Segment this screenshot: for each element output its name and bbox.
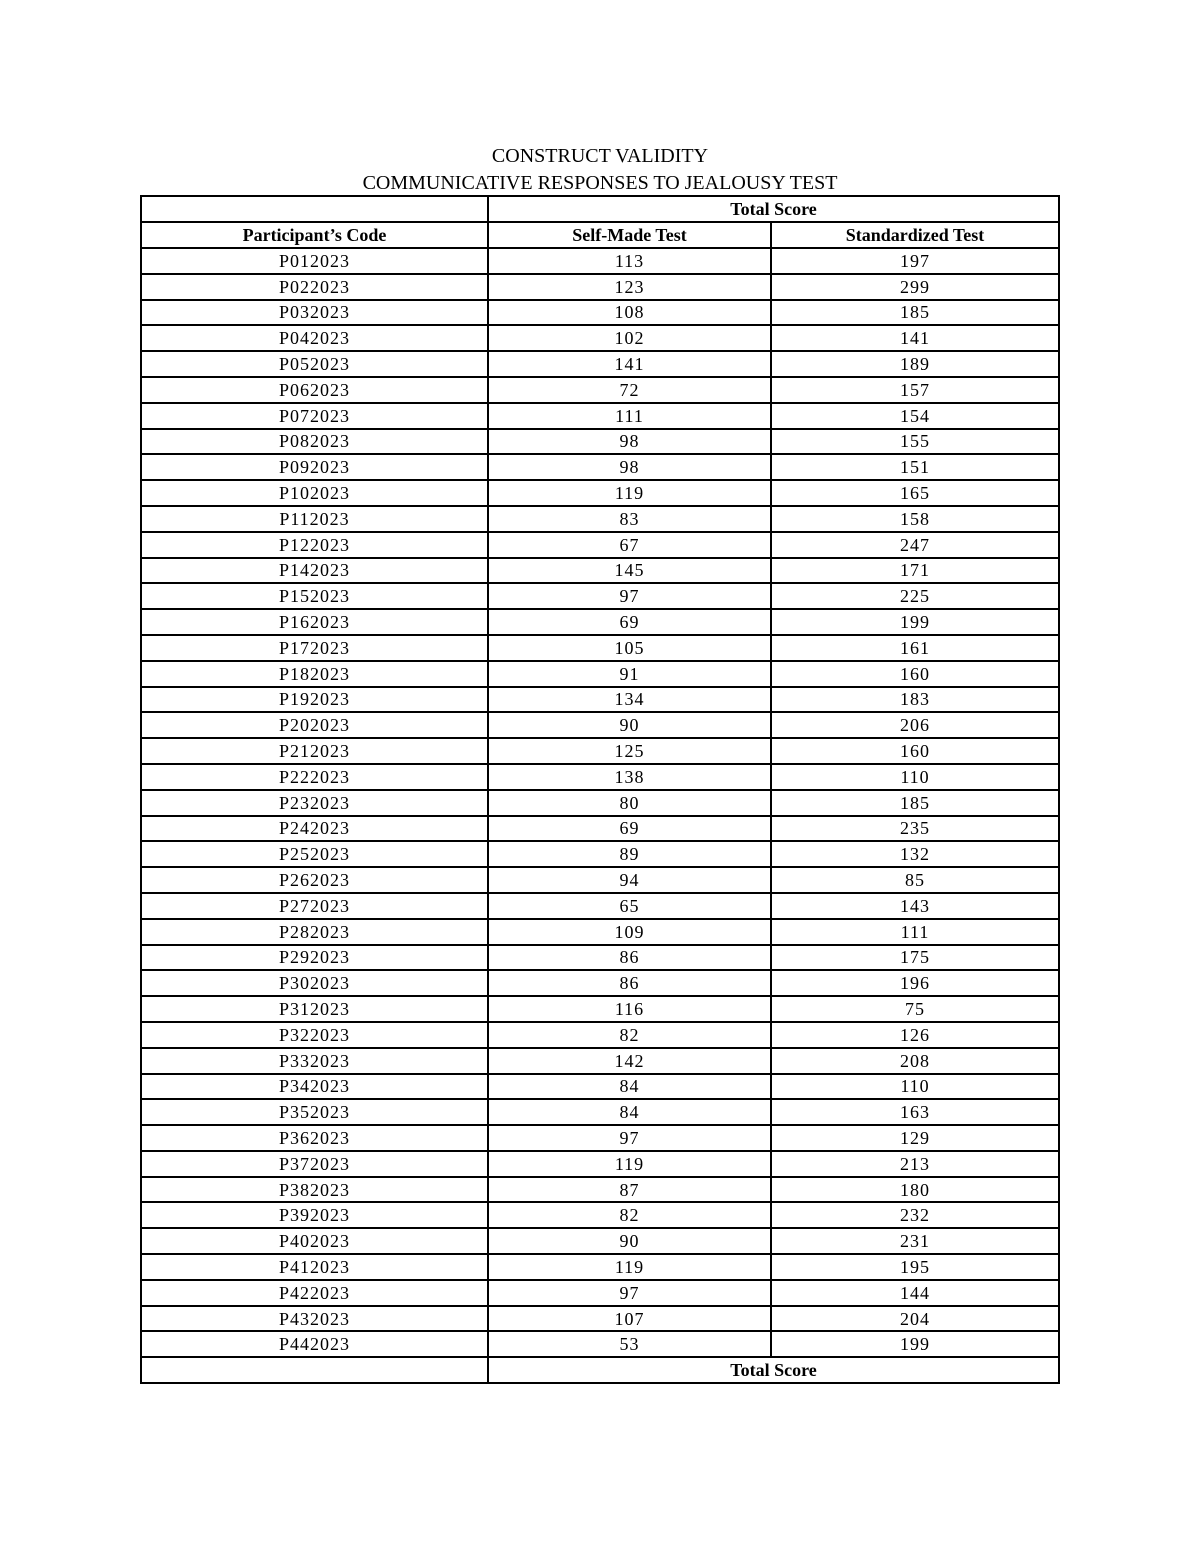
standardized-score-cell: 213	[771, 1151, 1059, 1177]
table-row	[141, 1331, 1059, 1357]
participant-code-cell: P302023	[141, 970, 488, 996]
standardized-score-cell: 158	[771, 506, 1059, 532]
participant-code-cell: P412023	[141, 1254, 488, 1280]
participant-code-cell: P422023	[141, 1280, 488, 1306]
self-made-score-cell: 105	[488, 635, 771, 661]
scores-table	[140, 195, 1060, 1384]
self-made-score-cell: 111	[488, 403, 771, 429]
self-made-score-cell: 82	[488, 1022, 771, 1048]
standardized-score-cell: 110	[771, 764, 1059, 790]
table-row	[141, 945, 1059, 971]
self-made-score-cell: 72	[488, 377, 771, 403]
self-made-score-cell: 119	[488, 1151, 771, 1177]
standardized-score-cell: 75	[771, 996, 1059, 1022]
standardized-score-cell: 126	[771, 1022, 1059, 1048]
self-made-score-cell: 102	[488, 325, 771, 351]
table-row	[141, 1151, 1059, 1177]
participant-code-cell: P082023	[141, 429, 488, 455]
participant-code-cell: P022023	[141, 274, 488, 300]
self-made-score-cell: 87	[488, 1177, 771, 1203]
table-row	[141, 893, 1059, 919]
table-row	[141, 1074, 1059, 1100]
table-row	[141, 1022, 1059, 1048]
group-header-row	[141, 196, 1059, 222]
self-made-score-cell: 90	[488, 1228, 771, 1254]
self-made-score-cell: 84	[488, 1074, 771, 1100]
participant-code-cell: P232023	[141, 790, 488, 816]
table-row	[141, 1280, 1059, 1306]
self-made-score-cell: 91	[488, 661, 771, 687]
self-made-score-cell: 65	[488, 893, 771, 919]
column-header-code: Participant’s Code	[141, 222, 488, 248]
self-made-score-cell: 109	[488, 919, 771, 945]
standardized-score-cell: 161	[771, 635, 1059, 661]
table-row	[141, 1125, 1059, 1151]
self-made-score-cell: 119	[488, 1254, 771, 1280]
standardized-score-cell: 183	[771, 687, 1059, 713]
footer-row	[141, 1357, 1059, 1383]
participant-code-cell: P102023	[141, 480, 488, 506]
table-row	[141, 1254, 1059, 1280]
self-made-score-cell: 82	[488, 1202, 771, 1228]
self-made-score-cell: 123	[488, 274, 771, 300]
standardized-score-cell: 129	[771, 1125, 1059, 1151]
participant-code-cell: P142023	[141, 558, 488, 584]
self-made-score-cell: 107	[488, 1306, 771, 1332]
table-row	[141, 738, 1059, 764]
self-made-score-cell: 80	[488, 790, 771, 816]
participant-code-cell: P222023	[141, 764, 488, 790]
table-row	[141, 403, 1059, 429]
participant-code-cell: P312023	[141, 996, 488, 1022]
participant-code-cell: P092023	[141, 454, 488, 480]
self-made-score-cell: 142	[488, 1048, 771, 1074]
self-made-score-cell: 67	[488, 532, 771, 558]
participant-code-cell: P052023	[141, 351, 488, 377]
self-made-score-cell: 86	[488, 970, 771, 996]
table-row	[141, 712, 1059, 738]
table-row	[141, 996, 1059, 1022]
participant-code-cell: P342023	[141, 1074, 488, 1100]
standardized-score-cell: 155	[771, 429, 1059, 455]
participant-code-cell: P012023	[141, 248, 488, 274]
standardized-score-cell: 151	[771, 454, 1059, 480]
table-row	[141, 970, 1059, 996]
participant-code-cell: P122023	[141, 532, 488, 558]
participant-code-cell: P402023	[141, 1228, 488, 1254]
self-made-score-cell: 145	[488, 558, 771, 584]
standardized-score-cell: 196	[771, 970, 1059, 996]
column-header-self-made: Self-Made Test	[488, 222, 771, 248]
standardized-score-cell: 299	[771, 274, 1059, 300]
participant-code-cell: P042023	[141, 325, 488, 351]
table-row	[141, 274, 1059, 300]
standardized-score-cell: 189	[771, 351, 1059, 377]
self-made-score-cell: 119	[488, 480, 771, 506]
standardized-score-cell: 197	[771, 248, 1059, 274]
table-row	[141, 816, 1059, 842]
table-row	[141, 635, 1059, 661]
participant-code-cell: P182023	[141, 661, 488, 687]
standardized-score-cell: 208	[771, 1048, 1059, 1074]
participant-code-cell: P362023	[141, 1125, 488, 1151]
self-made-score-cell: 116	[488, 996, 771, 1022]
self-made-score-cell: 125	[488, 738, 771, 764]
self-made-score-cell: 53	[488, 1331, 771, 1357]
participant-code-cell: P432023	[141, 1306, 488, 1332]
table-row	[141, 506, 1059, 532]
standardized-score-cell: 185	[771, 790, 1059, 816]
standardized-score-cell: 85	[771, 867, 1059, 893]
empty-cell	[141, 1357, 488, 1383]
participant-code-cell: P392023	[141, 1202, 488, 1228]
standardized-score-cell: 160	[771, 738, 1059, 764]
standardized-score-cell: 195	[771, 1254, 1059, 1280]
table-row	[141, 919, 1059, 945]
participant-code-cell: P172023	[141, 635, 488, 661]
participant-code-cell: P442023	[141, 1331, 488, 1357]
standardized-score-cell: 247	[771, 532, 1059, 558]
table-row	[141, 300, 1059, 326]
table-row	[141, 764, 1059, 790]
self-made-score-cell: 69	[488, 816, 771, 842]
standardized-score-cell: 154	[771, 403, 1059, 429]
table-row	[141, 480, 1059, 506]
standardized-score-cell: 132	[771, 841, 1059, 867]
document-title: CONSTRUCT VALIDITY	[491, 145, 709, 167]
table-row	[141, 1202, 1059, 1228]
self-made-score-cell: 97	[488, 1280, 771, 1306]
self-made-score-cell: 113	[488, 248, 771, 274]
table-row	[141, 325, 1059, 351]
self-made-score-cell: 69	[488, 609, 771, 635]
table-row	[141, 609, 1059, 635]
table-row	[141, 661, 1059, 687]
table-row	[141, 558, 1059, 584]
participant-code-cell: P032023	[141, 300, 488, 326]
participant-code-cell: P202023	[141, 712, 488, 738]
total-score-header: Total Score	[488, 196, 1059, 222]
standardized-score-cell: 111	[771, 919, 1059, 945]
table-row	[141, 377, 1059, 403]
participant-code-cell: P372023	[141, 1151, 488, 1177]
table-row	[141, 687, 1059, 713]
table-row	[141, 532, 1059, 558]
standardized-score-cell: 141	[771, 325, 1059, 351]
self-made-score-cell: 138	[488, 764, 771, 790]
standardized-score-cell: 199	[771, 609, 1059, 635]
participant-code-cell: P162023	[141, 609, 488, 635]
table-row	[141, 1306, 1059, 1332]
table-row	[141, 790, 1059, 816]
participant-code-cell: P252023	[141, 841, 488, 867]
self-made-score-cell: 98	[488, 454, 771, 480]
participant-code-cell: P262023	[141, 867, 488, 893]
table-row	[141, 1099, 1059, 1125]
table-row	[141, 1048, 1059, 1074]
self-made-score-cell: 97	[488, 583, 771, 609]
standardized-score-cell: 199	[771, 1331, 1059, 1357]
table-row	[141, 841, 1059, 867]
standardized-score-cell: 144	[771, 1280, 1059, 1306]
self-made-score-cell: 90	[488, 712, 771, 738]
table-row	[141, 429, 1059, 455]
self-made-score-cell: 108	[488, 300, 771, 326]
standardized-score-cell: 232	[771, 1202, 1059, 1228]
self-made-score-cell: 86	[488, 945, 771, 971]
participant-code-cell: P112023	[141, 506, 488, 532]
self-made-score-cell: 84	[488, 1099, 771, 1125]
participant-code-cell: P242023	[141, 816, 488, 842]
self-made-score-cell: 83	[488, 506, 771, 532]
table-row	[141, 1177, 1059, 1203]
participant-code-cell: P272023	[141, 893, 488, 919]
table-row	[141, 454, 1059, 480]
table-row	[141, 248, 1059, 274]
standardized-score-cell: 206	[771, 712, 1059, 738]
participant-code-cell: P212023	[141, 738, 488, 764]
self-made-score-cell: 141	[488, 351, 771, 377]
self-made-score-cell: 97	[488, 1125, 771, 1151]
standardized-score-cell: 204	[771, 1306, 1059, 1332]
empty-cell	[141, 196, 488, 222]
self-made-score-cell: 134	[488, 687, 771, 713]
table-row	[141, 583, 1059, 609]
table-row	[141, 1228, 1059, 1254]
participant-code-cell: P152023	[141, 583, 488, 609]
self-made-score-cell: 98	[488, 429, 771, 455]
participant-code-cell: P062023	[141, 377, 488, 403]
standardized-score-cell: 185	[771, 300, 1059, 326]
standardized-score-cell: 110	[771, 1074, 1059, 1100]
participant-code-cell: P072023	[141, 403, 488, 429]
participant-code-cell: P282023	[141, 919, 488, 945]
participant-code-cell: P352023	[141, 1099, 488, 1125]
document-subtitle: COMMUNICATIVE RESPONSES TO JEALOUSY TEST	[362, 172, 838, 194]
participant-code-cell: P192023	[141, 687, 488, 713]
participant-code-cell: P292023	[141, 945, 488, 971]
standardized-score-cell: 175	[771, 945, 1059, 971]
standardized-score-cell: 160	[771, 661, 1059, 687]
participant-code-cell: P382023	[141, 1177, 488, 1203]
self-made-score-cell: 94	[488, 867, 771, 893]
standardized-score-cell: 235	[771, 816, 1059, 842]
participant-code-cell: P332023	[141, 1048, 488, 1074]
column-header-row	[141, 222, 1059, 248]
standardized-score-cell: 231	[771, 1228, 1059, 1254]
participant-code-cell: P322023	[141, 1022, 488, 1048]
standardized-score-cell: 157	[771, 377, 1059, 403]
standardized-score-cell: 180	[771, 1177, 1059, 1203]
column-header-standardized: Standardized Test	[771, 222, 1059, 248]
standardized-score-cell: 165	[771, 480, 1059, 506]
table-row	[141, 867, 1059, 893]
total-score-footer: Total Score	[488, 1357, 1059, 1383]
standardized-score-cell: 225	[771, 583, 1059, 609]
self-made-score-cell: 89	[488, 841, 771, 867]
table-row	[141, 351, 1059, 377]
standardized-score-cell: 171	[771, 558, 1059, 584]
standardized-score-cell: 143	[771, 893, 1059, 919]
standardized-score-cell: 163	[771, 1099, 1059, 1125]
